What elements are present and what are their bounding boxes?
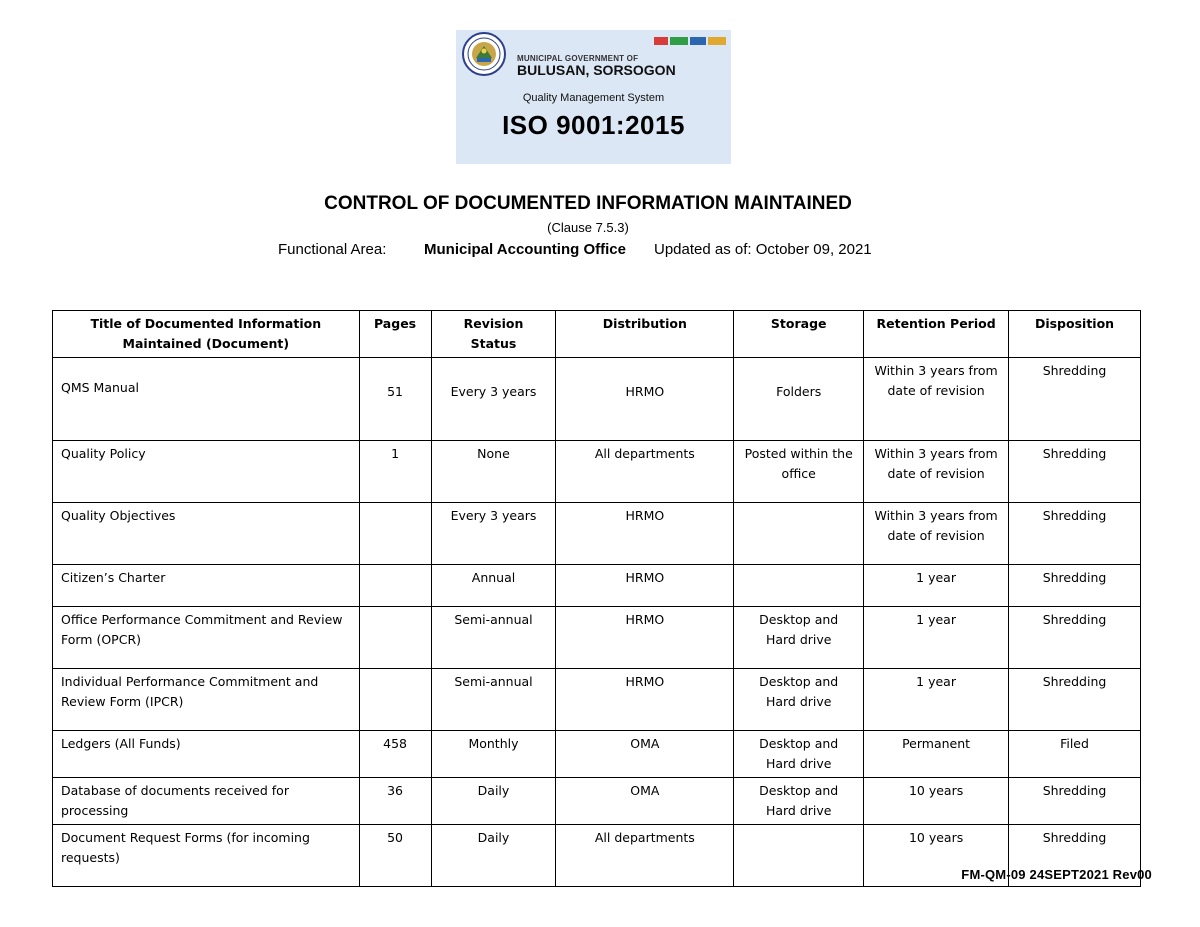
cell-revision: Every 3 years [431,503,556,565]
cell-disposition: Shredding [1009,358,1141,441]
cell-disposition: Shredding [1009,607,1141,669]
cell-title: QMS Manual [53,358,360,441]
cell-storage: Desktop and Hard drive [734,731,864,778]
cell-title: Office Performance Commitment and Review Form (OPCR) [53,607,360,669]
cell-storage: Folders [734,358,864,441]
column-header-title: Title of Documented Information Maintained (Document) [53,311,360,358]
cell-revision: Monthly [431,731,556,778]
cell-retention: 10 years [864,778,1009,825]
column-header-revision: Revision Status [431,311,556,358]
cell-pages [359,607,431,669]
town-name: BULUSAN, SORSOGON [517,62,676,78]
cell-title: Ledgers (All Funds) [53,731,360,778]
table-row [53,503,1141,565]
cell-pages: 458 [359,731,431,778]
cell-storage [734,565,864,607]
cell-distribution: All departments [556,825,734,887]
cell-title: Database of documents received for processing [53,778,360,825]
cell-title: Individual Performance Commitment and Review Form (IPCR) [53,669,360,731]
cell-revision: None [431,441,556,503]
cell-revision: Daily [431,778,556,825]
cell-revision: Semi-annual [431,607,556,669]
cell-title: Document Request Forms (for incoming requests) [53,825,360,887]
cell-title: Citizen’s Charter [53,565,360,607]
cell-retention: Within 3 years from date of revision [864,441,1009,503]
cell-retention: Within 3 years from date of revision [864,503,1009,565]
table-row [53,669,1141,731]
cell-disposition: Shredding [1009,669,1141,731]
document-title: CONTROL OF DOCUMENTED INFORMATION MAINTAINED [324,193,852,214]
table-row [53,607,1141,669]
cell-pages [359,503,431,565]
cell-distribution: HRMO [556,565,734,607]
column-header-storage: Storage [734,311,864,358]
column-header-disposition: Disposition [1009,311,1141,358]
cell-pages [359,565,431,607]
iso-standard: ISO 9001:2015 [502,110,685,140]
cell-retention: 1 year [864,607,1009,669]
cell-storage [734,503,864,565]
cell-storage: Posted within the office [734,441,864,503]
cell-storage [734,825,864,887]
documented-information-table [52,310,1141,887]
cell-storage: Desktop and Hard drive [734,669,864,731]
column-header-pages: Pages [359,311,431,358]
cell-disposition: Filed [1009,731,1141,778]
cell-title: Quality Policy [53,441,360,503]
functional-area-value: Municipal Accounting Office [424,241,626,258]
column-header-retention: Retention Period [864,311,1009,358]
table-row [53,565,1141,607]
cell-disposition: Shredding [1009,441,1141,503]
cell-storage: Desktop and Hard drive [734,607,864,669]
table-row [53,778,1141,825]
cell-distribution: OMA [556,778,734,825]
cell-retention: Permanent [864,731,1009,778]
cell-retention: Within 3 years from date of revision [864,358,1009,441]
table-header-row [53,311,1141,358]
municipal-government-line: MUNICIPAL GOVERNMENT OF [517,54,639,63]
column-header-distribution: Distribution [556,311,734,358]
municipal-seal-icon [462,32,506,76]
bagong-pilipinas-logo-icon [652,33,730,49]
table-row [53,441,1141,503]
cell-disposition: Shredding [1009,825,1141,887]
cell-title: Quality Objectives [53,503,360,565]
cell-pages: 36 [359,778,431,825]
cell-retention: 1 year [864,565,1009,607]
cell-storage: Desktop and Hard drive [734,778,864,825]
cell-retention: 10 years [864,825,1009,887]
cell-disposition: Shredding [1009,503,1141,565]
cell-disposition: Shredding [1009,778,1141,825]
cell-retention: 1 year [864,669,1009,731]
cell-revision: Semi-annual [431,669,556,731]
cell-disposition: Shredding [1009,565,1141,607]
cell-pages: 1 [359,441,431,503]
functional-area-label: Functional Area: [278,241,387,258]
cell-pages [359,669,431,731]
cell-distribution: HRMO [556,503,734,565]
clause-reference: (Clause 7.5.3) [547,220,629,235]
cell-distribution: HRMO [556,607,734,669]
cell-distribution: HRMO [556,669,734,731]
table-row [53,731,1141,778]
cell-revision: Every 3 years [431,358,556,441]
cell-revision: Annual [431,565,556,607]
cell-distribution: All departments [556,441,734,503]
cell-pages: 50 [359,825,431,887]
cell-distribution: OMA [556,731,734,778]
form-code: FM-QM-09 24SEPT2021 Rev00 [961,867,1152,882]
cell-revision: Daily [431,825,556,887]
table-row [53,358,1141,441]
cell-pages: 51 [359,358,431,441]
qms-label: Quality Management System [522,92,665,104]
cell-distribution: HRMO [556,358,734,441]
updated-date: Updated as of: October 09, 2021 [654,241,872,258]
